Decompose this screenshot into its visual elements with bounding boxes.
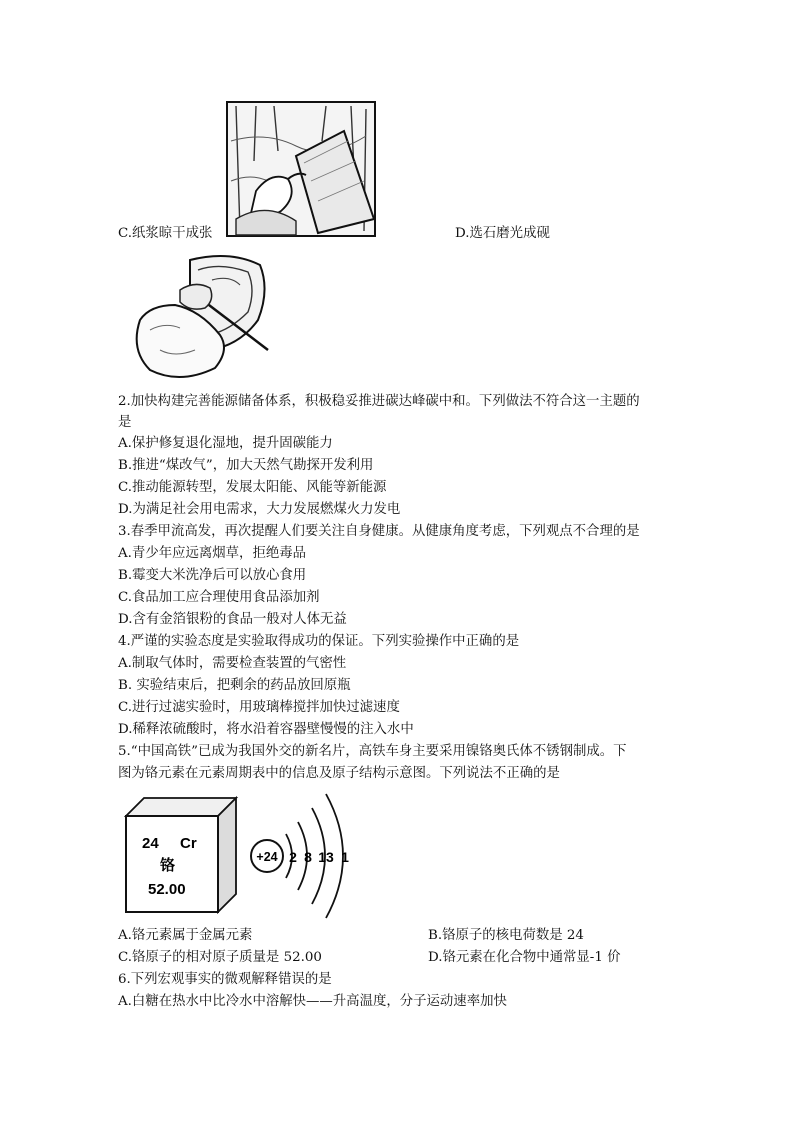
chromium-element-figure <box>118 786 368 920</box>
q3-option-b: B.霉变大米洗净后可以放心食用 <box>118 568 307 583</box>
q5-stem-line1: 5.“中国高铁”已成为我国外交的新名片，高铁车身主要采用镍铬奥氏体不锈钢制成。下 <box>118 744 627 759</box>
q2-stem-line2: 是 <box>118 415 132 430</box>
q5-option-b: B.铬原子的核电荷数是 24 <box>428 928 584 943</box>
paper-drying-illustration <box>226 101 376 237</box>
q4-option-b: B. 实验结束后，把剩余的药品放回原瓶 <box>118 678 351 693</box>
q5-stem-line2: 图为铬元素在元素周期表中的信息及原子结构示意图。下列说法不正确的是 <box>118 766 560 781</box>
element-tile-side <box>218 798 236 912</box>
q3-option-d: D.含有金箔银粉的食品一般对人体无益 <box>118 612 347 627</box>
q3-stem: 3.春季甲流高发，再次提醒人们要关注自身健康。从健康角度考虑，下列观点不合理的是 <box>118 524 640 539</box>
q2-option-d: D.为满足社会用电需求，大力发展燃煤火力发电 <box>118 502 401 517</box>
nucleus-charge: +24 <box>256 850 278 864</box>
shell-electrons-1: 2 <box>289 849 297 865</box>
shell-electrons-3: 13 <box>318 849 334 865</box>
q5-option-a: A.铬元素属于金属元素 <box>118 928 253 943</box>
q5-option-c: C.铬原子的相对原子质量是 52.00 <box>118 950 322 965</box>
stone-polishing-illustration <box>120 250 272 386</box>
q4-stem: 4.严谨的实验态度是实验取得成功的保证。下列实验操作中正确的是 <box>118 634 520 649</box>
q2-option-b: B.推进“煤改气”，加大天然气勘探开发利用 <box>118 458 374 473</box>
q4-option-c: C.进行过滤实验时，用玻璃棒搅拌加快过滤速度 <box>118 700 400 715</box>
shell-electrons-4: 1 <box>341 849 349 865</box>
element-symbol: Cr <box>180 835 197 852</box>
q2-option-a: A.保护修复退化湿地，提升固碳能力 <box>118 436 333 451</box>
atomic-number: 24 <box>142 835 159 852</box>
q1-option-c: C.纸浆晾干成张 <box>118 226 213 241</box>
q1-option-d: D.选石磨光成砚 <box>455 226 550 241</box>
q2-option-c: C.推动能源转型，发展太阳能、风能等新能源 <box>118 480 387 495</box>
atomic-mass: 52.00 <box>148 881 186 898</box>
shell-electrons-2: 8 <box>304 849 312 865</box>
q4-option-a: A.制取气体时，需要检查装置的气密性 <box>118 656 347 671</box>
q3-option-a: A.青少年应远离烟草，拒绝毒品 <box>118 546 307 561</box>
q4-option-d: D.稀释浓硫酸时，将水沿着容器壁慢慢的注入水中 <box>118 722 414 737</box>
element-name: 铬 <box>160 857 176 874</box>
q5-option-d: D.铬元素在化合物中通常显-1 价 <box>428 950 621 965</box>
q3-option-c: C.食品加工应合理使用食品添加剂 <box>118 590 320 605</box>
q6-option-a: A.白糖在热水中比冷水中溶解快——升高温度，分子运动速率加快 <box>118 994 507 1009</box>
q2-stem-line1: 2.加快构建完善能源储备体系，积极稳妥推进碳达峰碳中和。下列做法不符合这一主题的 <box>118 394 640 409</box>
q6-stem: 6.下列宏观事实的微观解释错误的是 <box>118 972 332 987</box>
